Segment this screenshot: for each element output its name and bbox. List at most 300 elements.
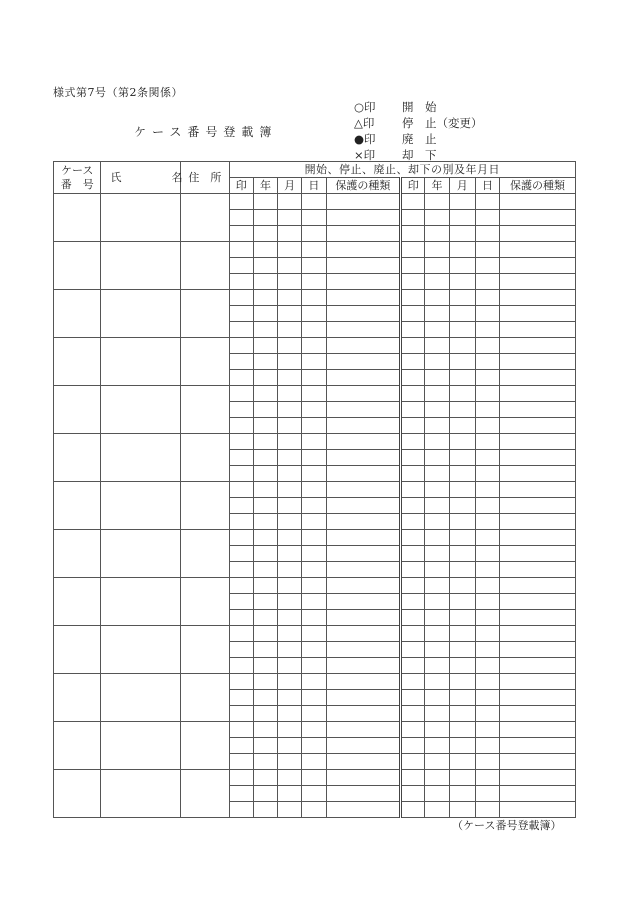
year-cell[interactable] [425,434,449,450]
year-cell[interactable] [425,466,449,482]
mark-cell[interactable] [401,274,425,290]
mark-cell[interactable] [229,658,253,674]
protection-type-cell[interactable] [326,354,401,370]
mark-cell[interactable] [401,226,425,242]
day-cell[interactable] [302,450,326,466]
month-cell[interactable] [449,498,475,514]
case-number-cell[interactable] [54,482,101,530]
year-cell[interactable] [425,370,449,386]
day-cell[interactable] [475,370,499,386]
month-cell[interactable] [278,578,302,594]
day-cell[interactable] [475,226,499,242]
month-cell[interactable] [278,306,302,322]
day-cell[interactable] [302,274,326,290]
protection-type-cell[interactable] [500,642,576,658]
mark-cell[interactable] [229,290,253,306]
month-cell[interactable] [449,642,475,658]
year-cell[interactable] [425,754,449,770]
mark-cell[interactable] [229,626,253,642]
year-cell[interactable] [425,322,449,338]
month-cell[interactable] [449,722,475,738]
month-cell[interactable] [278,226,302,242]
name-cell[interactable] [101,674,181,722]
protection-type-cell[interactable] [326,802,401,818]
year-cell[interactable] [253,690,277,706]
month-cell[interactable] [449,738,475,754]
day-cell[interactable] [302,706,326,722]
day-cell[interactable] [302,754,326,770]
protection-type-cell[interactable] [500,450,576,466]
year-cell[interactable] [425,658,449,674]
address-cell[interactable] [181,770,229,818]
day-cell[interactable] [475,626,499,642]
day-cell[interactable] [302,242,326,258]
day-cell[interactable] [302,402,326,418]
mark-cell[interactable] [401,338,425,354]
protection-type-cell[interactable] [500,530,576,546]
protection-type-cell[interactable] [326,530,401,546]
protection-type-cell[interactable] [500,802,576,818]
month-cell[interactable] [278,418,302,434]
year-cell[interactable] [425,290,449,306]
mark-cell[interactable] [401,626,425,642]
year-cell[interactable] [425,690,449,706]
address-cell[interactable] [181,674,229,722]
protection-type-cell[interactable] [326,482,401,498]
month-cell[interactable] [278,322,302,338]
month-cell[interactable] [278,786,302,802]
mark-cell[interactable] [229,674,253,690]
day-cell[interactable] [475,354,499,370]
day-cell[interactable] [475,482,499,498]
day-cell[interactable] [475,738,499,754]
case-number-cell[interactable] [54,290,101,338]
month-cell[interactable] [278,434,302,450]
year-cell[interactable] [425,338,449,354]
mark-cell[interactable] [229,434,253,450]
month-cell[interactable] [278,562,302,578]
protection-type-cell[interactable] [500,338,576,354]
mark-cell[interactable] [229,226,253,242]
day-cell[interactable] [302,770,326,786]
mark-cell[interactable] [229,466,253,482]
month-cell[interactable] [278,802,302,818]
mark-cell[interactable] [401,354,425,370]
protection-type-cell[interactable] [326,770,401,786]
month-cell[interactable] [278,450,302,466]
day-cell[interactable] [302,786,326,802]
case-number-cell[interactable] [54,338,101,386]
year-cell[interactable] [253,338,277,354]
day-cell[interactable] [475,258,499,274]
mark-cell[interactable] [401,722,425,738]
month-cell[interactable] [449,482,475,498]
day-cell[interactable] [475,386,499,402]
year-cell[interactable] [425,210,449,226]
mark-cell[interactable] [401,370,425,386]
month-cell[interactable] [449,338,475,354]
month-cell[interactable] [449,322,475,338]
day-cell[interactable] [302,498,326,514]
month-cell[interactable] [278,210,302,226]
year-cell[interactable] [425,354,449,370]
name-cell[interactable] [101,578,181,626]
mark-cell[interactable] [229,482,253,498]
month-cell[interactable] [449,562,475,578]
day-cell[interactable] [302,386,326,402]
address-cell[interactable] [181,626,229,674]
day-cell[interactable] [475,322,499,338]
year-cell[interactable] [253,306,277,322]
protection-type-cell[interactable] [326,578,401,594]
year-cell[interactable] [253,514,277,530]
day-cell[interactable] [475,658,499,674]
protection-type-cell[interactable] [326,434,401,450]
mark-cell[interactable] [229,770,253,786]
month-cell[interactable] [278,370,302,386]
month-cell[interactable] [449,658,475,674]
mark-cell[interactable] [401,418,425,434]
mark-cell[interactable] [401,290,425,306]
protection-type-cell[interactable] [500,434,576,450]
year-cell[interactable] [253,498,277,514]
year-cell[interactable] [253,770,277,786]
year-cell[interactable] [253,466,277,482]
protection-type-cell[interactable] [500,418,576,434]
month-cell[interactable] [449,530,475,546]
month-cell[interactable] [278,658,302,674]
year-cell[interactable] [253,290,277,306]
year-cell[interactable] [425,770,449,786]
day-cell[interactable] [302,482,326,498]
day-cell[interactable] [302,562,326,578]
day-cell[interactable] [475,562,499,578]
protection-type-cell[interactable] [326,562,401,578]
mark-cell[interactable] [229,274,253,290]
protection-type-cell[interactable] [500,546,576,562]
day-cell[interactable] [302,210,326,226]
year-cell[interactable] [425,418,449,434]
mark-cell[interactable] [229,578,253,594]
year-cell[interactable] [425,786,449,802]
name-cell[interactable] [101,722,181,770]
protection-type-cell[interactable] [326,706,401,722]
protection-type-cell[interactable] [326,738,401,754]
protection-type-cell[interactable] [500,210,576,226]
year-cell[interactable] [253,546,277,562]
protection-type-cell[interactable] [326,194,401,210]
mark-cell[interactable] [401,258,425,274]
mark-cell[interactable] [401,658,425,674]
day-cell[interactable] [302,738,326,754]
month-cell[interactable] [278,354,302,370]
day-cell[interactable] [475,290,499,306]
month-cell[interactable] [278,626,302,642]
month-cell[interactable] [449,210,475,226]
address-cell[interactable] [181,386,229,434]
protection-type-cell[interactable] [500,274,576,290]
year-cell[interactable] [253,722,277,738]
mark-cell[interactable] [229,418,253,434]
protection-type-cell[interactable] [500,578,576,594]
address-cell[interactable] [181,722,229,770]
year-cell[interactable] [425,674,449,690]
month-cell[interactable] [278,610,302,626]
protection-type-cell[interactable] [500,786,576,802]
case-number-cell[interactable] [54,194,101,242]
day-cell[interactable] [302,610,326,626]
mark-cell[interactable] [401,674,425,690]
address-cell[interactable] [181,434,229,482]
year-cell[interactable] [425,386,449,402]
protection-type-cell[interactable] [326,674,401,690]
month-cell[interactable] [449,418,475,434]
mark-cell[interactable] [401,802,425,818]
year-cell[interactable] [425,802,449,818]
mark-cell[interactable] [401,210,425,226]
protection-type-cell[interactable] [326,226,401,242]
month-cell[interactable] [278,338,302,354]
address-cell[interactable] [181,290,229,338]
protection-type-cell[interactable] [326,498,401,514]
mark-cell[interactable] [401,738,425,754]
month-cell[interactable] [449,610,475,626]
address-cell[interactable] [181,530,229,578]
day-cell[interactable] [302,418,326,434]
name-cell[interactable] [101,386,181,434]
protection-type-cell[interactable] [326,418,401,434]
year-cell[interactable] [253,354,277,370]
year-cell[interactable] [253,274,277,290]
mark-cell[interactable] [401,530,425,546]
month-cell[interactable] [278,386,302,402]
year-cell[interactable] [253,658,277,674]
mark-cell[interactable] [401,562,425,578]
mark-cell[interactable] [229,322,253,338]
case-number-cell[interactable] [54,770,101,818]
year-cell[interactable] [253,434,277,450]
protection-type-cell[interactable] [500,306,576,322]
protection-type-cell[interactable] [500,354,576,370]
day-cell[interactable] [302,626,326,642]
day-cell[interactable] [302,658,326,674]
year-cell[interactable] [425,706,449,722]
year-cell[interactable] [253,226,277,242]
protection-type-cell[interactable] [326,466,401,482]
month-cell[interactable] [449,242,475,258]
month-cell[interactable] [449,386,475,402]
day-cell[interactable] [302,466,326,482]
mark-cell[interactable] [401,706,425,722]
day-cell[interactable] [475,242,499,258]
mark-cell[interactable] [229,610,253,626]
year-cell[interactable] [425,194,449,210]
protection-type-cell[interactable] [326,626,401,642]
address-cell[interactable] [181,338,229,386]
month-cell[interactable] [449,466,475,482]
mark-cell[interactable] [401,466,425,482]
protection-type-cell[interactable] [326,370,401,386]
month-cell[interactable] [278,530,302,546]
year-cell[interactable] [253,322,277,338]
month-cell[interactable] [449,450,475,466]
month-cell[interactable] [449,370,475,386]
month-cell[interactable] [449,706,475,722]
case-number-cell[interactable] [54,674,101,722]
month-cell[interactable] [449,770,475,786]
year-cell[interactable] [253,594,277,610]
day-cell[interactable] [475,450,499,466]
mark-cell[interactable] [229,562,253,578]
case-number-cell[interactable] [54,386,101,434]
case-number-cell[interactable] [54,530,101,578]
year-cell[interactable] [425,274,449,290]
protection-type-cell[interactable] [326,642,401,658]
month-cell[interactable] [278,754,302,770]
protection-type-cell[interactable] [500,738,576,754]
day-cell[interactable] [475,578,499,594]
protection-type-cell[interactable] [326,274,401,290]
day-cell[interactable] [475,722,499,738]
month-cell[interactable] [449,434,475,450]
protection-type-cell[interactable] [326,242,401,258]
protection-type-cell[interactable] [500,466,576,482]
day-cell[interactable] [475,466,499,482]
month-cell[interactable] [449,674,475,690]
protection-type-cell[interactable] [500,258,576,274]
mark-cell[interactable] [229,802,253,818]
protection-type-cell[interactable] [500,754,576,770]
protection-type-cell[interactable] [326,258,401,274]
year-cell[interactable] [425,306,449,322]
mark-cell[interactable] [401,594,425,610]
year-cell[interactable] [253,258,277,274]
name-cell[interactable] [101,194,181,242]
protection-type-cell[interactable] [500,514,576,530]
day-cell[interactable] [302,530,326,546]
name-cell[interactable] [101,482,181,530]
case-number-cell[interactable] [54,578,101,626]
mark-cell[interactable] [229,370,253,386]
year-cell[interactable] [253,530,277,546]
mark-cell[interactable] [229,530,253,546]
name-cell[interactable] [101,770,181,818]
year-cell[interactable] [253,402,277,418]
mark-cell[interactable] [401,386,425,402]
protection-type-cell[interactable] [326,322,401,338]
protection-type-cell[interactable] [500,706,576,722]
month-cell[interactable] [449,274,475,290]
protection-type-cell[interactable] [500,498,576,514]
year-cell[interactable] [425,242,449,258]
day-cell[interactable] [302,338,326,354]
mark-cell[interactable] [401,642,425,658]
mark-cell[interactable] [229,450,253,466]
month-cell[interactable] [449,194,475,210]
month-cell[interactable] [449,514,475,530]
day-cell[interactable] [302,722,326,738]
protection-type-cell[interactable] [500,370,576,386]
year-cell[interactable] [425,546,449,562]
protection-type-cell[interactable] [326,210,401,226]
day-cell[interactable] [475,786,499,802]
year-cell[interactable] [425,578,449,594]
protection-type-cell[interactable] [500,322,576,338]
year-cell[interactable] [253,786,277,802]
year-cell[interactable] [253,194,277,210]
day-cell[interactable] [302,642,326,658]
month-cell[interactable] [278,482,302,498]
day-cell[interactable] [475,498,499,514]
protection-type-cell[interactable] [500,482,576,498]
month-cell[interactable] [449,754,475,770]
day-cell[interactable] [302,290,326,306]
day-cell[interactable] [302,546,326,562]
day-cell[interactable] [475,194,499,210]
year-cell[interactable] [425,642,449,658]
mark-cell[interactable] [229,306,253,322]
day-cell[interactable] [475,338,499,354]
protection-type-cell[interactable] [500,770,576,786]
year-cell[interactable] [425,562,449,578]
year-cell[interactable] [425,514,449,530]
day-cell[interactable] [475,802,499,818]
year-cell[interactable] [425,530,449,546]
mark-cell[interactable] [401,194,425,210]
month-cell[interactable] [278,402,302,418]
month-cell[interactable] [278,258,302,274]
day-cell[interactable] [302,578,326,594]
protection-type-cell[interactable] [326,658,401,674]
day-cell[interactable] [302,594,326,610]
mark-cell[interactable] [229,642,253,658]
mark-cell[interactable] [401,242,425,258]
month-cell[interactable] [278,706,302,722]
month-cell[interactable] [278,674,302,690]
day-cell[interactable] [302,514,326,530]
year-cell[interactable] [253,482,277,498]
protection-type-cell[interactable] [326,386,401,402]
protection-type-cell[interactable] [500,386,576,402]
mark-cell[interactable] [401,770,425,786]
day-cell[interactable] [302,434,326,450]
year-cell[interactable] [425,450,449,466]
name-cell[interactable] [101,434,181,482]
protection-type-cell[interactable] [500,722,576,738]
mark-cell[interactable] [401,546,425,562]
year-cell[interactable] [253,418,277,434]
year-cell[interactable] [253,578,277,594]
protection-type-cell[interactable] [500,562,576,578]
address-cell[interactable] [181,242,229,290]
day-cell[interactable] [475,434,499,450]
year-cell[interactable] [425,594,449,610]
day-cell[interactable] [475,770,499,786]
year-cell[interactable] [253,754,277,770]
year-cell[interactable] [253,642,277,658]
protection-type-cell[interactable] [500,658,576,674]
mark-cell[interactable] [229,738,253,754]
mark-cell[interactable] [229,210,253,226]
protection-type-cell[interactable] [500,674,576,690]
year-cell[interactable] [425,258,449,274]
day-cell[interactable] [475,210,499,226]
month-cell[interactable] [449,690,475,706]
mark-cell[interactable] [229,722,253,738]
month-cell[interactable] [278,642,302,658]
day-cell[interactable] [475,594,499,610]
protection-type-cell[interactable] [326,514,401,530]
